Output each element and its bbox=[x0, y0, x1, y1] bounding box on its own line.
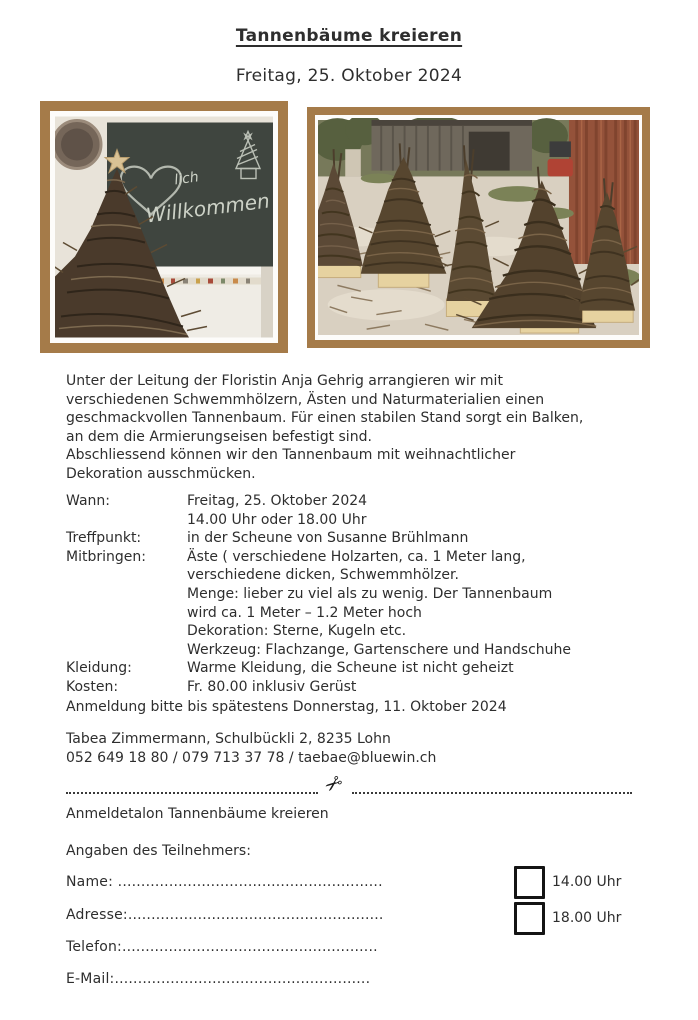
intro-line: geschmackvollen Tannenbaum. Für einen stabilen Stand sorgt ein Balken, bbox=[66, 410, 584, 427]
email-label: E-Mail: bbox=[66, 971, 115, 987]
intro-line: Abschliessend können wir den Tannenbaum mit weihnachtlicher bbox=[66, 447, 516, 464]
event-date: Freitag, 25. Oktober 2024 bbox=[235, 66, 463, 86]
yard-scene bbox=[318, 118, 639, 337]
name-field-line bbox=[66, 874, 383, 890]
detail-value: Fr. 80.00 inklusiv Gerüst bbox=[187, 678, 357, 695]
telefon-blank[interactable]: ....................................................... bbox=[121, 939, 378, 955]
intro-paragraph bbox=[66, 372, 583, 484]
scissors-icon: ✂ bbox=[319, 769, 349, 800]
adresse-blank[interactable]: ....................................................... bbox=[127, 907, 384, 923]
checkbox-14-uhr[interactable] bbox=[514, 866, 545, 899]
intro-line: an dem die Armierungseisen befestigt sind. bbox=[66, 428, 372, 445]
talon-title: Anmeldetalon Tannenbäume kreieren bbox=[66, 806, 329, 822]
intro-line: Unter der Leitung der Floristin Anja Gehrig arrangieren wir mit bbox=[66, 373, 503, 389]
telefon-field-line bbox=[66, 939, 378, 955]
adresse-field-line bbox=[66, 907, 384, 923]
detail-row-treffpunkt bbox=[66, 529, 571, 548]
page-title: Tannenbäume kreieren bbox=[235, 26, 463, 46]
detail-value: Äste ( verschiedene Holzarten, ca. 1 Meter lang, verschiedene dicken, Schwemmhölzer. Menge: lieber zu viel als zu wenig. Der Tannenbaum wird ca. 1 Meter – 1.2 Meter hoch Dekoration: Sterne, Kugeln etc. Werkzeug: Flachzange, Gartenschere und Handschuhe bbox=[187, 548, 572, 658]
detail-row-mitbringen bbox=[66, 548, 571, 660]
photo-chalkboard-tree bbox=[40, 101, 288, 353]
barn bbox=[372, 120, 533, 171]
event-details bbox=[66, 492, 571, 697]
chalk-word-1: lich bbox=[173, 169, 200, 189]
participant-heading: Angaben des Teilnehmers: bbox=[66, 843, 251, 859]
cut-dotted-right bbox=[352, 791, 632, 794]
red-object bbox=[548, 159, 573, 177]
detail-label: Treffpunkt: bbox=[66, 530, 142, 547]
intro-line: Dekoration ausschmücken. bbox=[66, 465, 256, 482]
telefon-label: Telefon: bbox=[66, 939, 122, 955]
detail-row-kleidung bbox=[66, 659, 571, 678]
detail-label: Kosten: bbox=[66, 678, 119, 695]
cut-line bbox=[66, 769, 632, 800]
name-blank[interactable]: ......................................................... bbox=[117, 874, 383, 890]
email-blank[interactable]: ....................................................... bbox=[114, 971, 371, 987]
checkbox-18-uhr-label: 18.00 Uhr bbox=[552, 910, 622, 926]
name-label: Name: bbox=[66, 874, 118, 890]
contact-phone-email: 052 649 18 80 / 079 713 37 78 / taebae@bluewin.ch bbox=[66, 750, 437, 766]
detail-label: Wann: bbox=[66, 493, 110, 509]
intro-line: verschiedenen Schwemmhölzern, Ästen und Naturmaterialien einen bbox=[66, 391, 545, 408]
chalkboard-scene bbox=[55, 116, 273, 338]
detail-label: Kleidung: bbox=[66, 660, 132, 677]
cut-dotted-left bbox=[66, 791, 318, 794]
detail-value: Warme Kleidung, die Scheune ist nicht geheizt bbox=[187, 660, 514, 677]
chalk-word-2: Willkommen bbox=[144, 188, 271, 228]
checkbox-18-uhr[interactable] bbox=[514, 902, 545, 935]
detail-row-wann bbox=[66, 492, 571, 529]
detail-label: Mitbringen: bbox=[66, 548, 146, 565]
photo-twig-trees-yard bbox=[307, 107, 650, 348]
email-field-line bbox=[66, 971, 370, 987]
detail-value: in der Scheune von Susanne Brühlmann bbox=[187, 530, 469, 547]
contact-name-address: Tabea Zimmermann, Schulbückli 2, 8235 Lohn bbox=[66, 731, 391, 747]
path bbox=[345, 149, 361, 176]
contact-info bbox=[66, 730, 436, 768]
detail-value: Freitag, 25. Oktober 2024 14.00 Uhr oder 18.00 Uhr bbox=[187, 493, 368, 528]
registration-deadline: Anmeldung bitte bis spätestens Donnerstag, 11. Oktober 2024 bbox=[66, 699, 507, 715]
adresse-label: Adresse: bbox=[66, 907, 128, 923]
detail-row-kosten bbox=[66, 678, 571, 697]
checkbox-14-uhr-label: 14.00 Uhr bbox=[552, 874, 622, 890]
